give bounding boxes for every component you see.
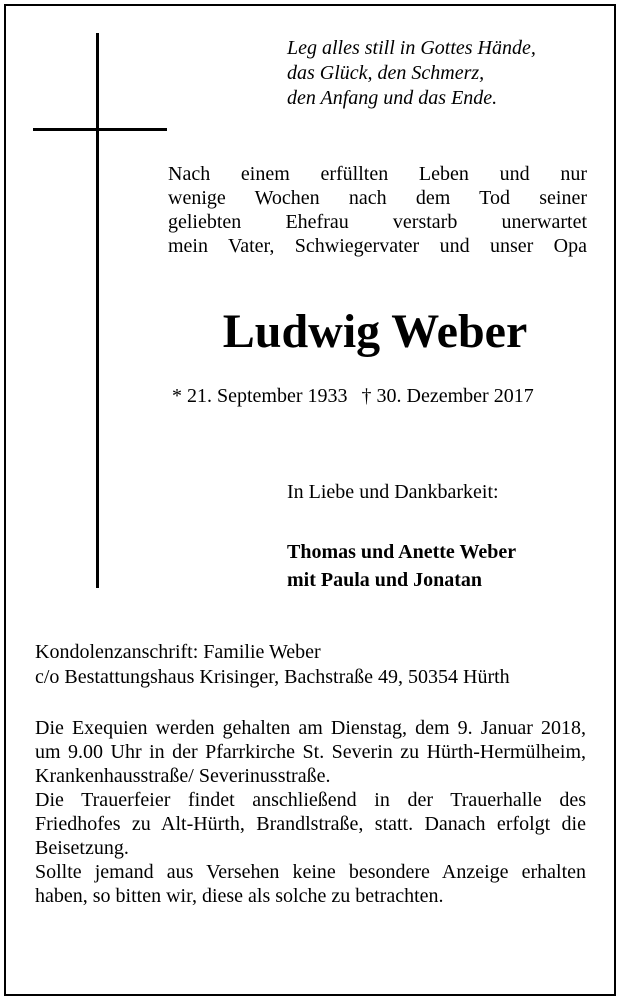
family-line: Thomas und Anette Weber: [287, 541, 517, 563]
address-line: c/o Bestattungshaus Krisinger, Bachstraße 49, 50354 Hürth: [35, 666, 510, 688]
thanks-line: In Liebe und Dankbarkeit:: [287, 481, 499, 503]
address-line: Kondolenzanschrift: Familie Weber: [35, 641, 321, 663]
notice-paragraph: Sollte jemand aus Versehen keine besondere Anzeige erhalten haben, so bitten wir, diese als solche zu betrachten.: [35, 861, 586, 907]
intro-line: Nach einem erfüllten Leben und nur: [168, 163, 587, 185]
condolence-address: [35, 640, 595, 690]
poem-line: das Glück, den Schmerz,: [287, 62, 485, 84]
exequien-paragraph: Die Exequien werden gehalten am Dienstag, dem 9. Januar 2018, um 9.00 Uhr in der Pfarrkirche St. Severin zu Hürth-Hermülheim, Krankenhausstraße/ Severinusstraße.: [35, 717, 586, 787]
intro-line: wenige Wochen nach dem Tod seiner: [168, 187, 587, 209]
poem-line: Leg alles still in Gottes Hände,: [287, 37, 536, 59]
intro-line: geliebten Ehefrau verstarb unerwartet: [168, 211, 587, 233]
family-signature: [287, 538, 516, 594]
birth-date: * 21. September 1933: [172, 385, 348, 407]
cross-vertical-bar: [96, 33, 99, 588]
poem-line: den Anfang und das Ende.: [287, 87, 498, 109]
service-details: [35, 716, 586, 908]
life-dates: [172, 384, 592, 408]
poem: [287, 36, 607, 111]
cross-horizontal-bar: [33, 128, 167, 131]
family-line: mit Paula und Jonatan: [287, 569, 483, 591]
deceased-name: Ludwig Weber: [222, 305, 528, 358]
intro-line: mein Vater, Schwiegervater und unser Opa: [168, 235, 587, 257]
death-date: † 30. Dezember 2017: [361, 385, 534, 407]
trauerfeier-paragraph: Die Trauerfeier findet anschließend in der Trauerhalle des Friedhofes zu Alt-Hürth, Brandlstraße, statt. Danach erfolgt die Beisetzung.: [35, 789, 586, 859]
intro-text: [168, 162, 587, 258]
